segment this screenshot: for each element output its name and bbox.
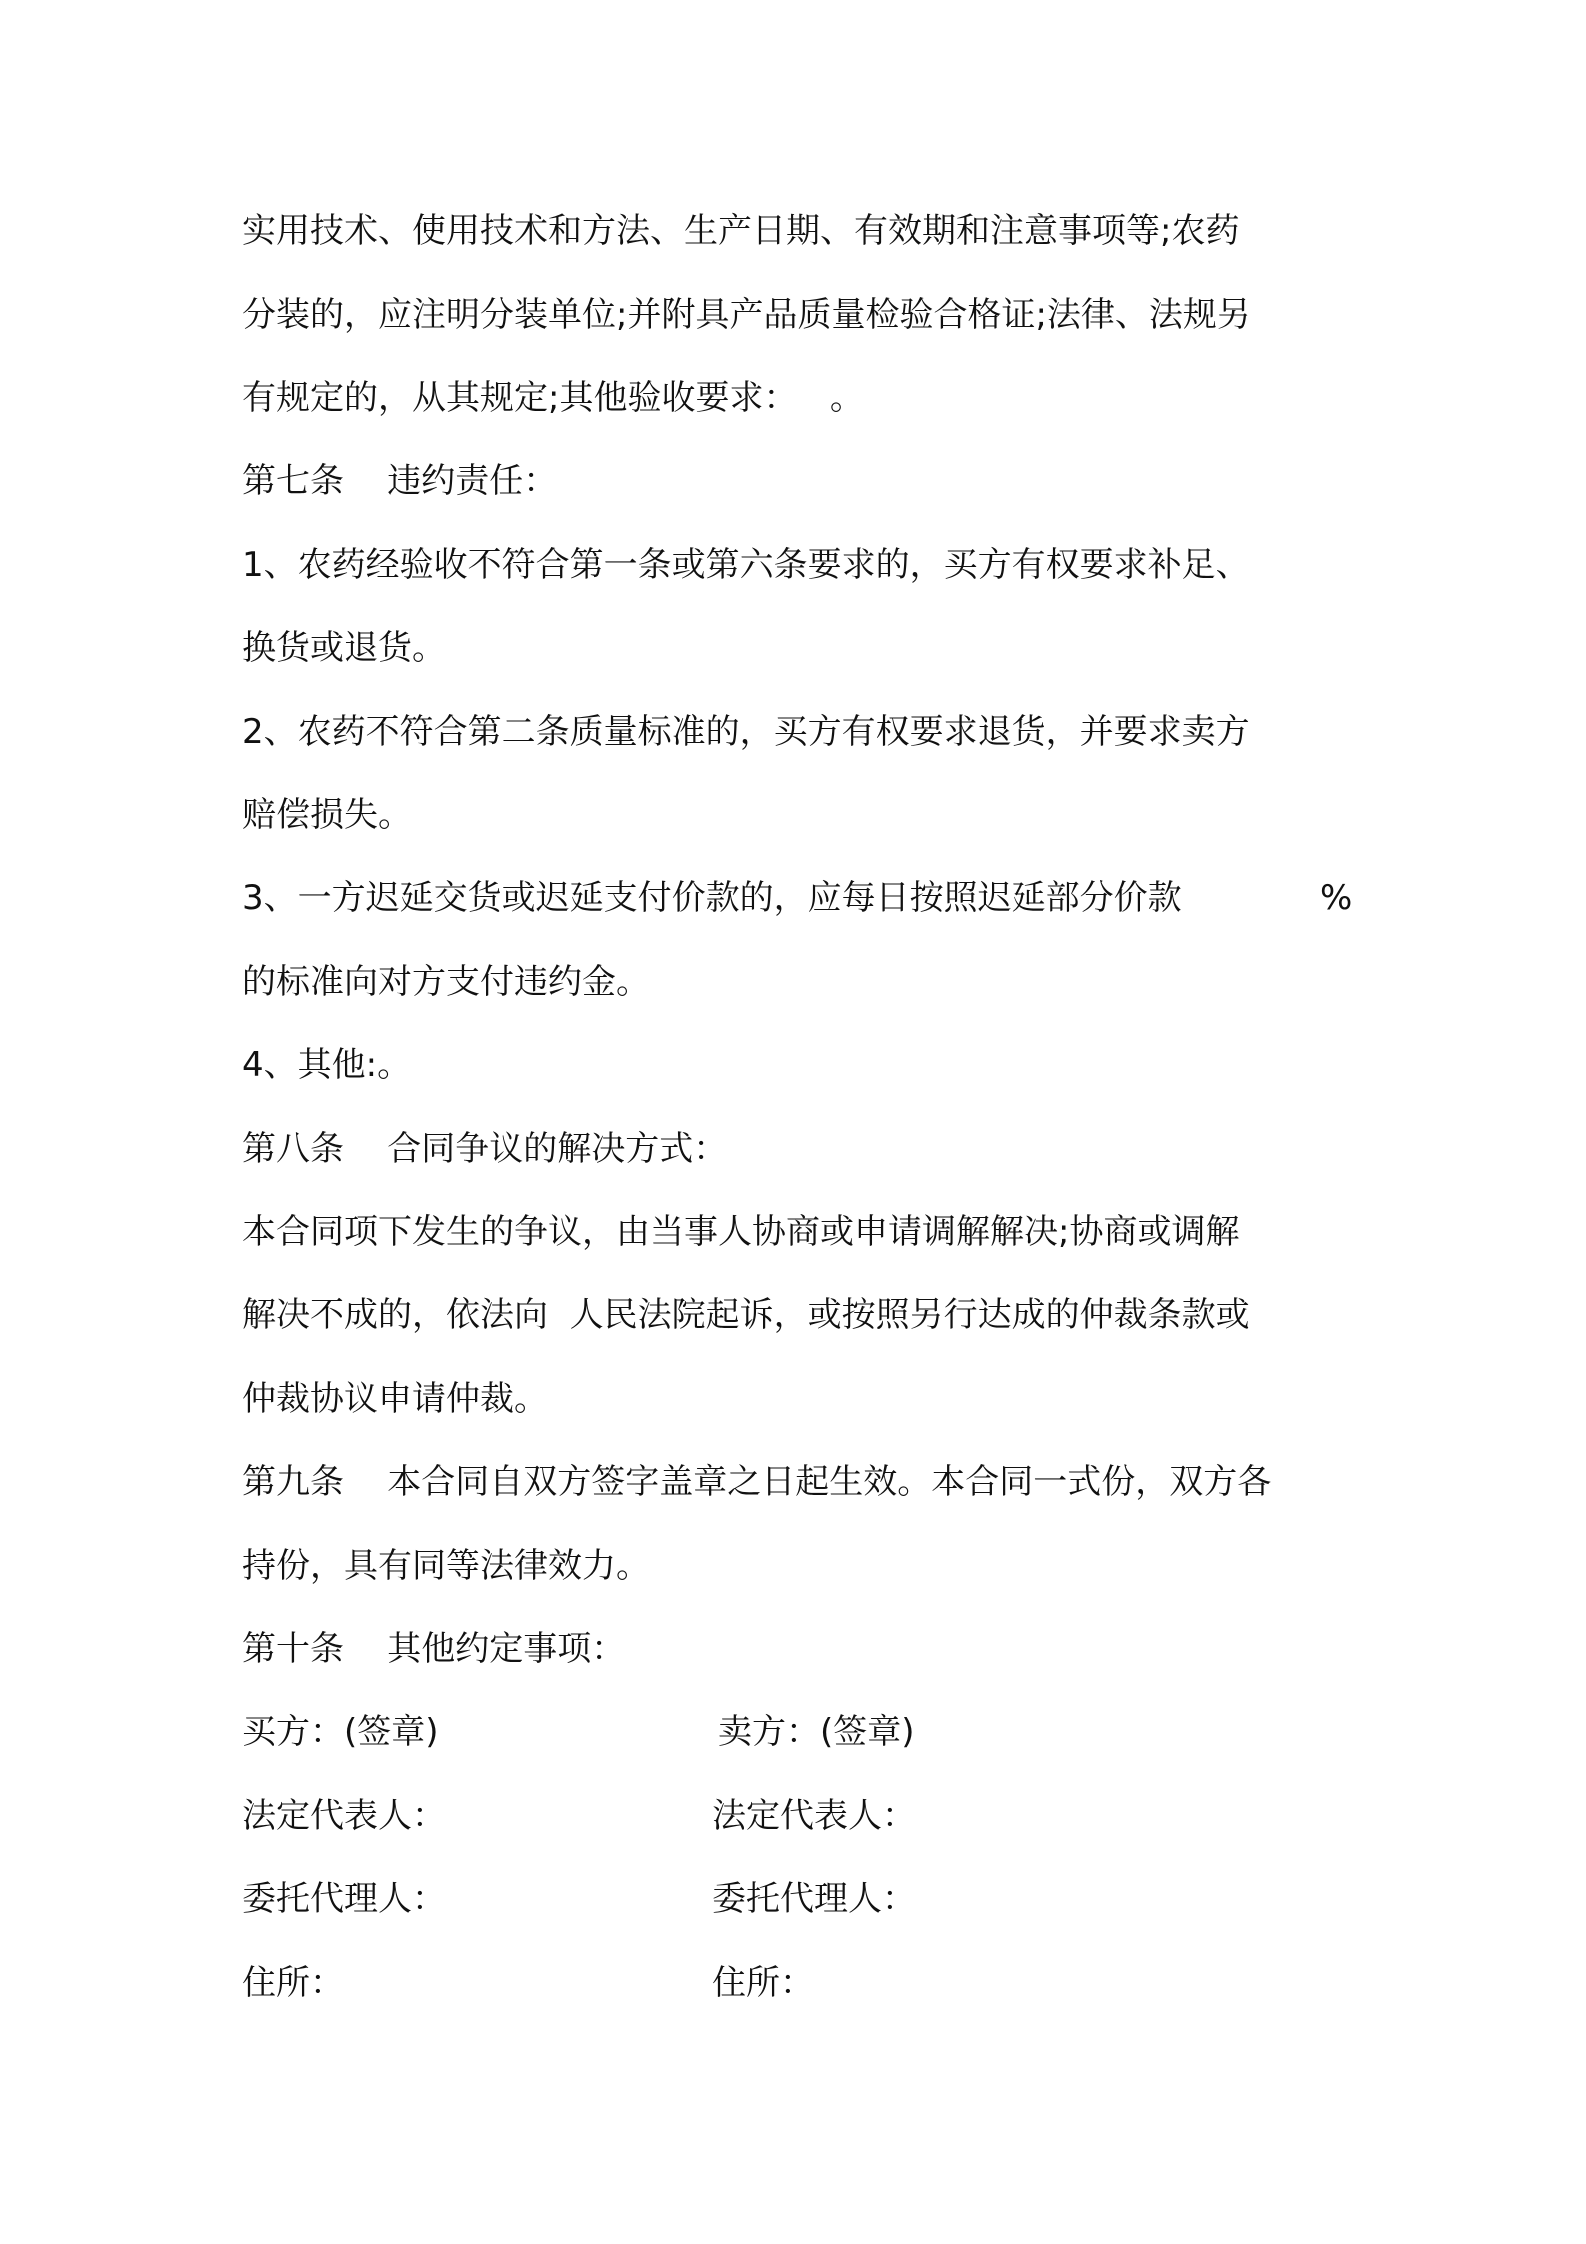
paragraph-line: 分装的，应注明分装单位;并附具产品质量检验合格证;法律、法规另 xyxy=(242,295,1251,335)
paragraph-line: 实用技术、使用技术和方法、生产日期、有效期和注意事项等;农药 xyxy=(242,211,1240,251)
article-10-heading: 第十条 其他约定事项： xyxy=(242,1629,626,1669)
buyer-agent-label: 委托代理人： xyxy=(242,1879,446,1919)
buyer-signature-label: 买方：(签章) xyxy=(242,1712,439,1752)
percent-sign: % xyxy=(1320,878,1353,918)
seller-signature-label: 卖方：(签章) xyxy=(718,1712,915,1752)
paragraph-line: 仲裁协议申请仲裁。 xyxy=(242,1379,548,1419)
paragraph-line: 2、农药不符合第二条质量标准的，买方有权要求退货，并要求卖方 xyxy=(242,712,1250,752)
paragraph-line: 换货或退货。 xyxy=(242,628,446,668)
paragraph-line: 本合同项下发生的争议，由当事人协商或申请调解解决;协商或调解 xyxy=(242,1212,1240,1252)
paragraph-line: 解决不成的，依法向 人民法院起诉，或按照另行达成的仲裁条款或 xyxy=(242,1295,1250,1335)
seller-address-label: 住所： xyxy=(712,1963,814,2003)
seller-agent-label: 委托代理人： xyxy=(712,1879,916,1919)
paragraph-line: 有规定的，从其规定;其他验收要求： 。 xyxy=(242,378,864,418)
paragraph-line: 赔偿损失。 xyxy=(242,795,412,835)
paragraph-line: 4、其他:。 xyxy=(242,1045,412,1085)
seller-representative-label: 法定代表人： xyxy=(712,1796,916,1836)
paragraph-line: 3、一方迟延交货或迟延支付价款的，应每日按照迟延部分价款 xyxy=(242,878,1182,918)
buyer-address-label: 住所： xyxy=(242,1963,344,2003)
buyer-representative-label: 法定代表人： xyxy=(242,1796,446,1836)
paragraph-line: 的标准向对方支付违约金。 xyxy=(242,962,650,1002)
article-8-heading: 第八条 合同争议的解决方式： xyxy=(242,1129,728,1169)
article-7-heading: 第七条 违约责任： xyxy=(242,461,558,501)
paragraph-line: 持份，具有同等法律效力。 xyxy=(242,1546,650,1586)
article-9-heading: 第九条 本合同自双方签字盖章之日起生效。本合同一式份，双方各 xyxy=(242,1462,1272,1502)
paragraph-line: 1、农药经验收不符合第一条或第六条要求的，买方有权要求补足、 xyxy=(242,545,1250,585)
